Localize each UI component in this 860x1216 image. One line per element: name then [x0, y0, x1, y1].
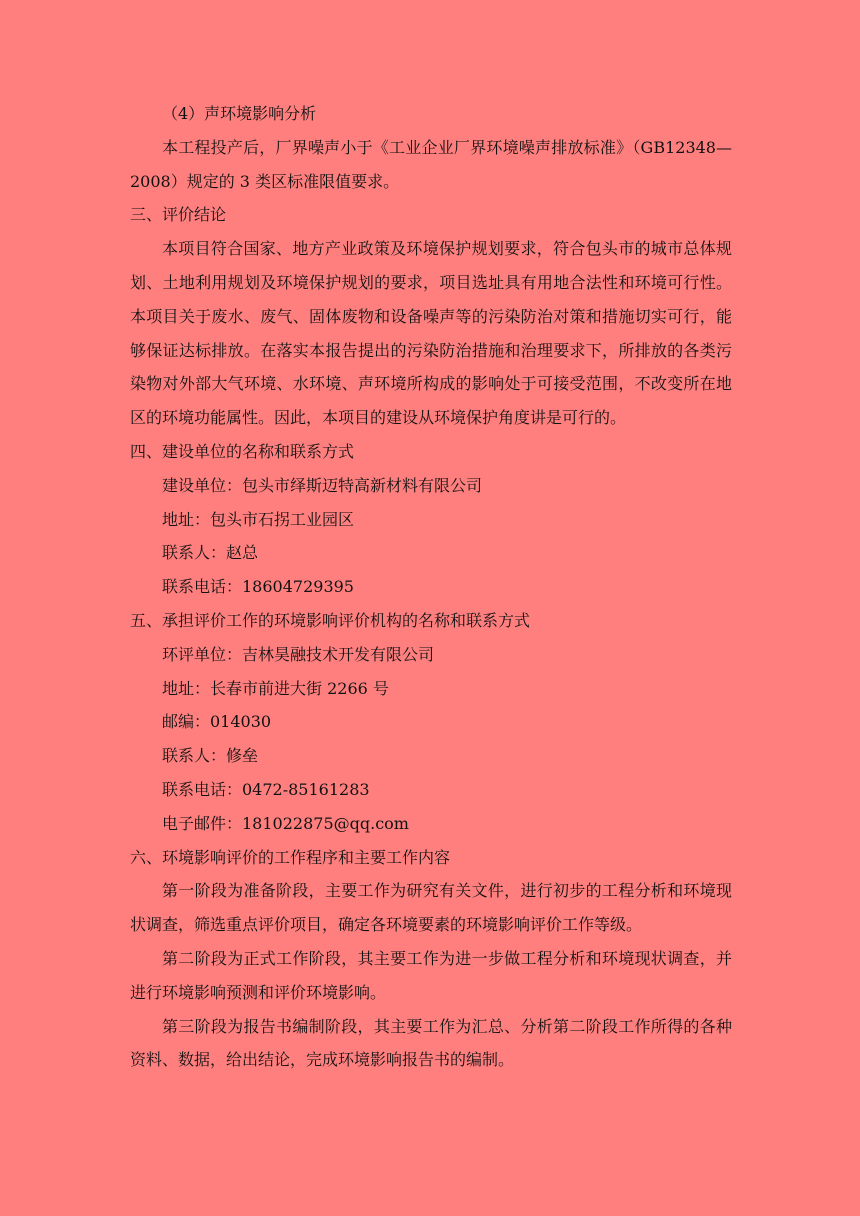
- subsection-heading-noise: （4）声环境影响分析: [162, 104, 317, 123]
- builder-phone: 联系电话：18604729395: [162, 577, 354, 597]
- paragraph-stage-three: 第三阶段为报告书编制阶段，其主要工作为汇总、分析第二阶段工作所得的各种资料、数据，给出结论，完成环境影响报告书的编制。: [130, 1016, 732, 1070]
- section-heading-procedure: 六、环境影响评价的工作程序和主要工作内容: [130, 847, 451, 867]
- paragraph-noise-analysis: 本工程投产后，厂界噪声小于《工业企业厂界环境噪声排放标准》（GB12348—2008）规定的 3 类区标准限值要求。: [130, 137, 732, 191]
- builder-contact-person: 联系人：赵总: [162, 543, 259, 563]
- agency-address: 地址：长春市前进大街 2266 号: [162, 678, 389, 698]
- agency-contact-person: 联系人：修垒: [162, 746, 259, 766]
- paragraph-conclusion: 本项目符合国家、地方产业政策及环境保护规划要求，符合包头市的城市总体规划、土地利用规划及环境保护规划的要求，项目选址具有用地合法性和环境可行性。本项目关于废水、废气、固体废物和设备噪声等的污染防治对策和措施切实可行，能够保证达标排放。在落实本报告提出的污染防治措施和治理要求下，所排放的各类污染物对外部大气环境、水环境、声环境所构成的影响处于可接受范围，不改变所在地区的环境功能属性。因此，本项目的建设从环境保护角度讲是可行的。: [130, 239, 732, 428]
- section-heading-eia-agency: 五、承担评价工作的环境影响评价机构的名称和联系方式: [130, 610, 531, 630]
- paragraph-stage-one: 第一阶段为准备阶段，主要工作为研究有关文件，进行初步的工程分析和环境现状调查，筛选重点评价项目，确定各环境要素的环境影响评价工作等级。: [130, 881, 732, 935]
- agency-phone: 联系电话：0472-85161283: [162, 779, 370, 799]
- paragraph-stage-two: 第二阶段为正式工作阶段，其主要工作为进一步做工程分析和环境现状调查，并进行环境影响预测和评价环境影响。: [130, 948, 732, 1002]
- section-heading-conclusion: 三、评价结论: [130, 205, 227, 225]
- document-body: [130, 97, 732, 1077]
- agency-email: 电子邮件：181022875@qq.com: [162, 813, 409, 833]
- builder-address: 地址：包头市石拐工业园区: [162, 509, 355, 529]
- builder-unit: 建设单位：包头市绎斯迈特高新材料有限公司: [162, 475, 483, 495]
- agency-unit: 环评单位：吉林昊融技术开发有限公司: [162, 644, 435, 664]
- section-heading-builder-contact: 四、建设单位的名称和联系方式: [130, 441, 355, 461]
- agency-postcode: 邮编：014030: [162, 712, 272, 732]
